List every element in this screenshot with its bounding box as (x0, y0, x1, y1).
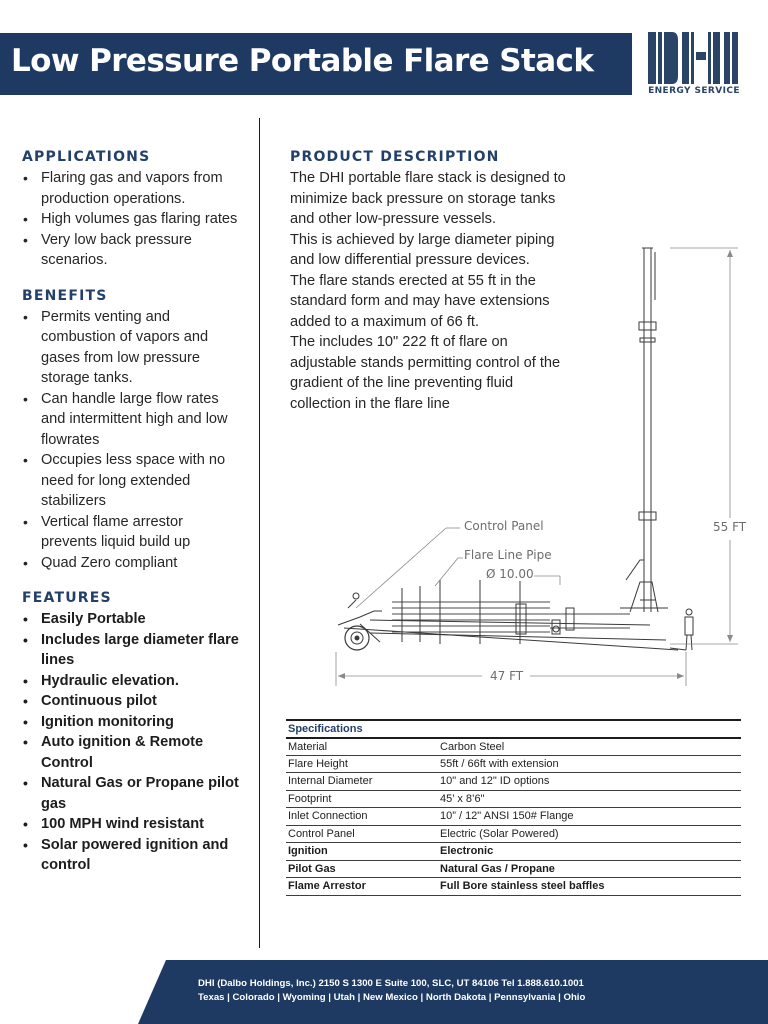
spec-value: Electronic (440, 845, 494, 858)
spec-value: Carbon Steel (440, 740, 505, 753)
applications-item-line: scenarios. (41, 252, 108, 268)
features-item (22, 732, 254, 773)
spec-row (286, 790, 741, 808)
header-banner (0, 33, 632, 95)
benefits-item-line: • Vertical flame arrestor (41, 513, 183, 530)
control-panel-callout: Control Panel (464, 519, 544, 533)
features-item-line: • Easily Portable (41, 611, 146, 627)
benefits-list (22, 307, 254, 574)
spec-label: Internal Diameter (288, 775, 373, 788)
description-line: The flare stands erected at 55 ft in the (290, 272, 536, 289)
features-item (22, 609, 254, 630)
spec-label: Ignition (288, 845, 328, 858)
spec-label: Material (288, 740, 328, 753)
features-item-line: • 100 MPH wind resistant (41, 816, 205, 832)
spec-row (286, 738, 741, 756)
spec-label: Flare Height (288, 757, 348, 770)
spec-value: 10” / 12" ANSI 150# Flange (440, 810, 574, 823)
description-line: and low differential pressure devices. (290, 252, 530, 268)
benefits-item (22, 512, 254, 553)
features-item-line: lines (41, 652, 75, 668)
applications-item-line: • Flaring gas and vapors from (41, 170, 223, 186)
benefits-item-line: • Permits venting and (41, 308, 170, 325)
features-item-line: • Ignition monitoring (41, 713, 174, 730)
spec-value: 45’ x 8’6" (440, 792, 485, 805)
spec-label: Footprint (288, 792, 332, 805)
benefits-item-line: gases from low pressure (41, 349, 200, 366)
description-line: added to a maximum of 66 ft. (290, 313, 480, 330)
length-dimension-label: 47 FT (490, 669, 524, 683)
footer-states: Texas | Colorado | Wyoming | Utah | New Mexico | North Dakota | Pennsylvania | Ohio (198, 992, 586, 1003)
features-item (22, 630, 254, 671)
features-item-line: control (41, 857, 91, 873)
features-item-line: • Continuous pilot (41, 693, 157, 709)
benefits-item-line: combustion of vapors and (41, 329, 209, 345)
spec-value: 55ft / 66ft with extension (440, 757, 559, 770)
spec-row (286, 808, 741, 826)
benefits-item (22, 553, 254, 574)
spec-row (286, 860, 741, 878)
logo-subtitle: ENERGY SERVICE (648, 86, 740, 96)
description-line: This is achieved by large diameter piping (290, 231, 555, 248)
features-item-line: • Natural Gas or Propane pilot (41, 775, 239, 791)
benefits-heading: BENEFITS (22, 287, 108, 304)
spec-label: Flame Arrestor (288, 880, 366, 893)
spec-row (286, 755, 741, 773)
benefits-item (22, 307, 254, 389)
spec-label: Inlet Connection (288, 810, 368, 823)
benefits-item-line: • Occupies less space with no (41, 452, 226, 468)
spec-value: 10" and 12" ID options (440, 775, 550, 788)
applications-heading: APPLICATIONS (22, 149, 151, 165)
features-item (22, 835, 254, 876)
benefits-item-line: and intermittent high and low (41, 411, 228, 427)
description-line: and other low-pressure vessels. (290, 211, 497, 227)
features-item-line: • Auto ignition & Remote (41, 734, 204, 750)
spec-row (286, 878, 741, 896)
features-item-line: gas (41, 795, 67, 812)
description-line: adjustable stands permitting control of the (290, 354, 561, 371)
description-line: gradient of the line preventing fluid (290, 375, 514, 391)
applications-item (22, 230, 254, 271)
benefits-item (22, 389, 254, 451)
applications-item (22, 209, 254, 230)
features-item (22, 773, 254, 814)
description-line: collection in the flare line (290, 395, 450, 412)
specifications-table (286, 719, 741, 896)
dhi-logo (644, 30, 744, 102)
features-item (22, 814, 254, 835)
applications-item-line: • High volumes gas flaring rates (41, 211, 238, 227)
spec-value: Natural Gas / Propane (440, 862, 555, 875)
spec-value: Full Bore stainless steel baffles (440, 880, 605, 893)
description-line: The DHI portable flare stack is designed to (290, 170, 566, 186)
features-list (22, 609, 254, 876)
benefits-item-line: • Quad Zero compliant (41, 554, 178, 571)
benefits-item-line: prevents liquid build up (41, 534, 191, 550)
features-item-line: • Hydraulic elevation. (41, 672, 179, 689)
column-divider (259, 118, 260, 948)
benefits-item-line: stabilizers (41, 493, 106, 509)
features-item-line: • Includes large diameter flare (41, 631, 239, 648)
page-title: Low Pressure Portable Flare Stack (11, 43, 594, 79)
footer-contact: DHI (Dalbo Holdings, Inc.) 2150 S 1300 E Suite 100, SLC, UT 84106 Tel 1.888.610.1001 (198, 978, 584, 989)
benefits-item-line: flowrates (41, 431, 100, 448)
features-item (22, 671, 254, 692)
spec-label: Control Panel (288, 827, 355, 840)
applications-item-line: production operations. (41, 190, 186, 207)
description-line: standard form and may have extensions (290, 293, 550, 309)
applications-item-line: • Very low back pressure (41, 231, 192, 248)
flare-line-pipe-callout: Flare Line Pipe (464, 548, 552, 562)
description-line: The includes 10" 222 ft of flare on (290, 334, 508, 350)
features-item (22, 691, 254, 712)
spec-label: Pilot Gas (288, 862, 336, 875)
features-item-line: • Solar powered ignition and (41, 836, 229, 853)
benefits-item-line: • Can handle large flow rates (41, 390, 219, 407)
spec-row (286, 825, 741, 843)
applications-item (22, 168, 254, 209)
flare-stack-drawing (330, 240, 768, 700)
spec-value: Electric (Solar Powered) (440, 827, 559, 840)
pipe-diameter-callout: Ø 10.00 (486, 567, 534, 581)
spec-row (286, 773, 741, 791)
dhi-logo-mark (644, 30, 744, 86)
spec-row (286, 843, 741, 861)
specifications-header-row (286, 720, 741, 738)
footer-banner (138, 960, 768, 1024)
left-column (22, 148, 254, 892)
description-line: minimize back pressure on storage tanks (290, 190, 556, 207)
features-item-line: Control (41, 754, 93, 771)
applications-list (22, 168, 254, 271)
benefits-item-line: need for long extended (41, 472, 191, 489)
benefits-item (22, 450, 254, 512)
specifications-heading: Specifications (288, 722, 363, 735)
product-description-heading: PRODUCT DESCRIPTION (290, 149, 500, 165)
features-item (22, 712, 254, 733)
height-dimension-label: 55 FT (713, 520, 747, 534)
flare-stack-illustration (330, 240, 768, 700)
benefits-item-line: storage tanks. (41, 370, 133, 386)
features-heading: FEATURES (22, 590, 112, 606)
